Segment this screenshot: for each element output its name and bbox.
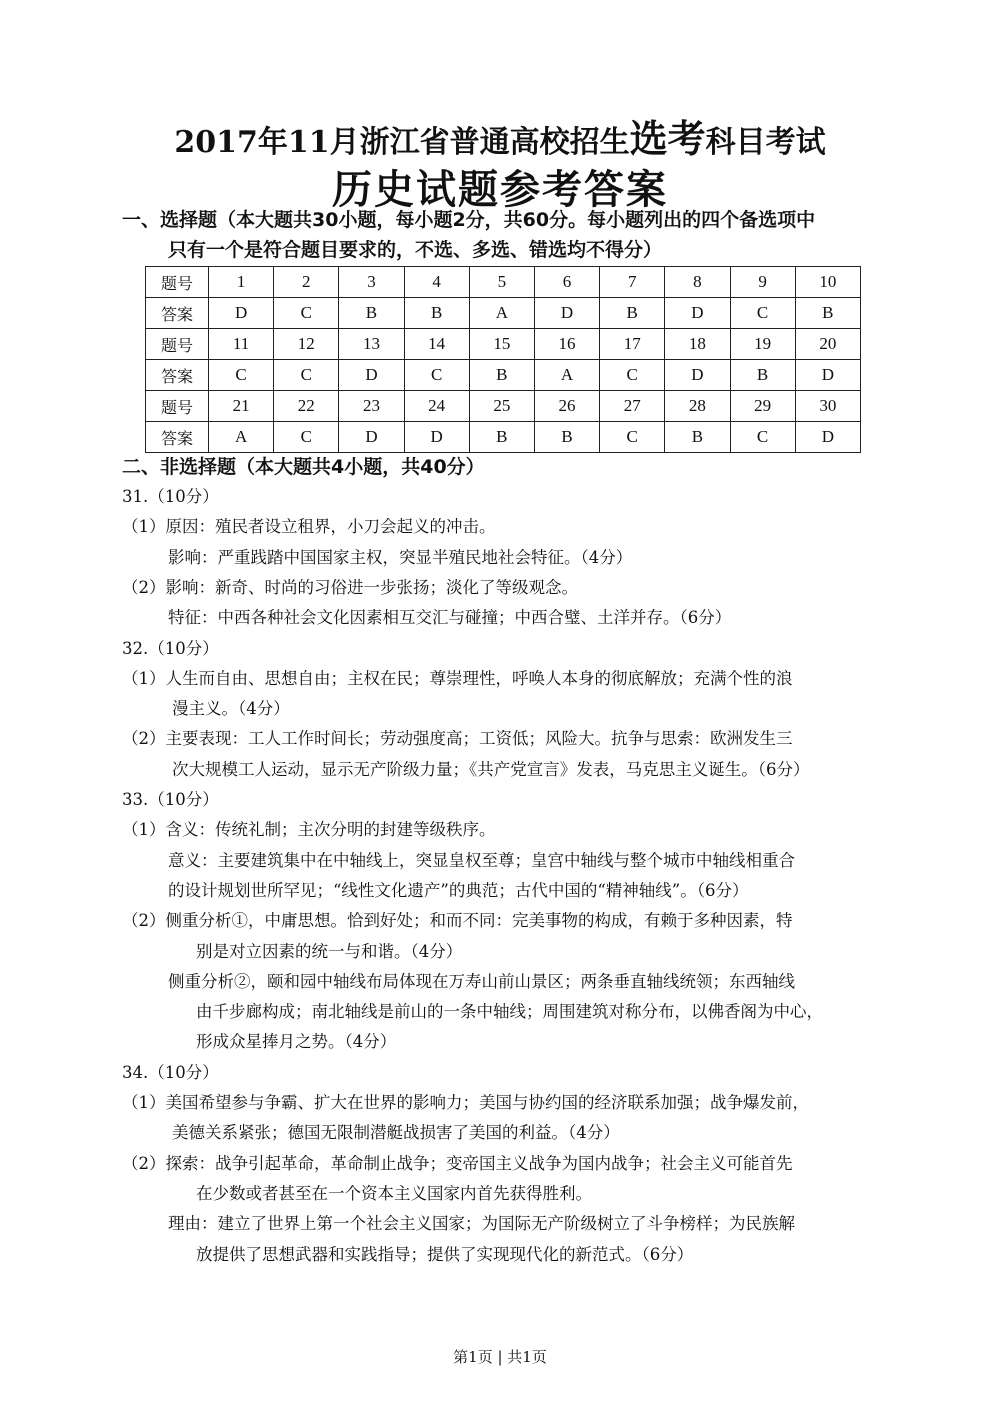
- question-number-cell: 3: [339, 267, 404, 298]
- answer-cell: C: [274, 422, 339, 453]
- question-number-cell: 12: [274, 329, 339, 360]
- answer-cell: C: [209, 360, 274, 391]
- question-number-cell: 7: [600, 267, 665, 298]
- answer-text-line: 由千步廊构成；南北轴线是前山的一条中轴线；周围建筑对称分布，以佛香阁为中心，: [196, 1002, 823, 1022]
- answer-table: [145, 266, 861, 453]
- answer-cell: B: [404, 298, 469, 329]
- answer-cell: B: [665, 422, 730, 453]
- answer-text-line: 在少数或者甚至在一个资本主义国家内首先获得胜利。: [196, 1183, 592, 1203]
- answer-cell: B: [534, 422, 599, 453]
- answer-cell: B: [469, 422, 534, 453]
- answer-cell: D: [339, 360, 404, 391]
- answer-text-line: （2）主要表现：工人工作时间长；劳动强度高；工资低；风险大。抗争与思索：欧洲发生三: [122, 729, 793, 749]
- answer-title: 历史试题参考答案: [332, 166, 668, 213]
- answer-text-line: 34.（10分）: [122, 1062, 219, 1082]
- answer-cell: C: [600, 422, 665, 453]
- answer-cell: C: [274, 360, 339, 391]
- answer-cell: C: [600, 360, 665, 391]
- answer-cell: B: [469, 360, 534, 391]
- section1-heading-line2: 只有一个是符合题目要求的，不选、多选、错选均不得分）: [168, 239, 663, 261]
- question-number-cell: 15: [469, 329, 534, 360]
- answer-cell: B: [795, 298, 860, 329]
- page-footer: 第1页 | 共1页: [453, 1348, 547, 1366]
- answer-text-line: 漫主义。（4分）: [172, 699, 290, 719]
- answer-text-line: 影响：严重践踏中国国家主权，突显半殖民地社会特征。（4分）: [168, 547, 633, 567]
- answer-cell: C: [404, 360, 469, 391]
- question-number-cell: 23: [339, 391, 404, 422]
- answer-text-line: （2）侧重分析①，中庸思想。恰到好处；和而不同：完美事物的构成，有赖于多种因素，特: [122, 911, 793, 931]
- answer-text-line: 33.（10分）: [122, 790, 219, 809]
- answer-text-line: （2）探索：战争引起革命，革命制止战争；变帝国主义战争为国内战争；社会主义可能首先: [122, 1153, 793, 1173]
- answer-text-line: 美德关系紧张；德国无限制潜艇战损害了美国的利益。（4分）: [172, 1123, 620, 1143]
- answer-text-line: 放提供了思想武器和实践指导；提供了实现现代化的新范式。（6分）: [196, 1244, 694, 1264]
- question-number-cell: 13: [339, 329, 404, 360]
- answer-text-line: （1）人生而自由、思想自由；主权在民；尊崇理性，呼唤人本身的彻底解放；充满个性的浪: [122, 668, 793, 688]
- answer-cell: A: [209, 422, 274, 453]
- question-number-cell: 2: [274, 267, 339, 298]
- question-number-cell: 16: [534, 329, 599, 360]
- answer-text-line: 别是对立因素的统一与和谐。（4分）: [196, 941, 463, 961]
- answer-text-line: 理由：建立了世界上第一个社会主义国家；为国际无产阶级树立了斗争榜样；为民族解: [168, 1214, 795, 1234]
- answer-cell: D: [665, 360, 730, 391]
- row-label-question: 题号: [146, 329, 209, 360]
- answer-cell: D: [795, 360, 860, 391]
- exam-title-part1: 2017年11月浙江省普通高校招生: [174, 125, 630, 160]
- question-number-cell: 20: [795, 329, 860, 360]
- row-label-answer: 答案: [146, 360, 209, 391]
- question-number-cell: 29: [730, 391, 795, 422]
- question-number-cell: 11: [209, 329, 274, 360]
- answer-text-line: 特征：中西各种社会文化因素相互交汇与碰撞；中西合璧、土洋并存。（6分）: [168, 608, 732, 628]
- question-number-cell: 21: [209, 391, 274, 422]
- question-number-cell: 18: [665, 329, 730, 360]
- question-number-cell: 8: [665, 267, 730, 298]
- answer-text-line: 侧重分析②，颐和园中轴线布局体现在万寿山前山景区；两条垂直轴线统领；东西轴线: [168, 971, 795, 991]
- answer-text-line: 形成众星捧月之势。（4分）: [196, 1032, 397, 1052]
- question-number-cell: 5: [469, 267, 534, 298]
- answer-text-line: 的设计规划世所罕见；“线性文化遗产”的典范；古代中国的“精神轴线”。（6分）: [168, 880, 749, 900]
- question-number-cell: 17: [600, 329, 665, 360]
- row-label-answer: 答案: [146, 298, 209, 329]
- question-number-cell: 6: [534, 267, 599, 298]
- question-number-cell: 14: [404, 329, 469, 360]
- question-number-cell: 19: [730, 329, 795, 360]
- answer-cell: D: [795, 422, 860, 453]
- answer-cell: B: [339, 298, 404, 329]
- row-label-answer: 答案: [146, 422, 209, 453]
- answer-cell: D: [209, 298, 274, 329]
- answer-text-line: （1）美国希望参与争霸、扩大在世界的影响力；美国与协约国的经济联系加强；战争爆发前，: [122, 1093, 809, 1112]
- answer-cell: D: [665, 298, 730, 329]
- answer-cell: D: [534, 298, 599, 329]
- answer-text-line: 32.（10分）: [122, 638, 219, 658]
- answer-cell: A: [534, 360, 599, 391]
- question-number-row: [146, 267, 861, 298]
- exam-title: [0, 108, 1000, 163]
- question-number-cell: 28: [665, 391, 730, 422]
- question-number-cell: 22: [274, 391, 339, 422]
- answer-cell: A: [469, 298, 534, 329]
- question-number-cell: 26: [534, 391, 599, 422]
- answer-text-line: （1）含义：传统礼制；主次分明的封建等级秩序。: [122, 820, 496, 840]
- section2-heading: 二、非选择题（本大题共4小题，共40分）: [122, 456, 485, 478]
- exam-title-emphasis: 选考: [629, 116, 706, 161]
- answer-cell: D: [404, 422, 469, 453]
- answer-row: [146, 422, 861, 453]
- section1-heading: [122, 205, 882, 265]
- answer-text-line: （1）原因：殖民者设立租界，小刀会起义的冲击。: [122, 517, 496, 537]
- question-number-row: [146, 391, 861, 422]
- answer-text-line: 次大规模工人运动，显示无产阶级力量；《共产党宣言》发表，马克思主义诞生。（6分）: [172, 759, 810, 779]
- answer-cell: B: [730, 360, 795, 391]
- question-number-cell: 1: [209, 267, 274, 298]
- answer-cell: B: [600, 298, 665, 329]
- question-number-cell: 10: [795, 267, 860, 298]
- answer-cell: C: [730, 298, 795, 329]
- answer-text-line: 意义：主要建筑集中在中轴线上，突显皇权至尊；皇宫中轴线与整个城市中轴线相重合: [168, 850, 795, 870]
- answer-row: [146, 298, 861, 329]
- answer-text-line: 31.（10分）: [122, 487, 219, 506]
- question-number-cell: 24: [404, 391, 469, 422]
- section1-heading-line1: 一、选择题（本大题共30小题，每小题2分，共60分。每小题列出的四个备选项中: [122, 209, 816, 231]
- row-label-question: 题号: [146, 267, 209, 298]
- row-label-question: 题号: [146, 391, 209, 422]
- answer-cell: C: [274, 298, 339, 329]
- question-number-cell: 27: [600, 391, 665, 422]
- answer-cell: C: [730, 422, 795, 453]
- answer-row: [146, 360, 861, 391]
- question-number-cell: 4: [404, 267, 469, 298]
- answer-cell: D: [339, 422, 404, 453]
- answer-text-line: （2）影响：新奇、时尚的习俗进一步张扬；淡化了等级观念。: [122, 577, 578, 597]
- question-number-row: [146, 329, 861, 360]
- question-number-cell: 9: [730, 267, 795, 298]
- exam-title-part2: 科目考试: [705, 125, 826, 160]
- question-number-cell: 30: [795, 391, 860, 422]
- question-number-cell: 25: [469, 391, 534, 422]
